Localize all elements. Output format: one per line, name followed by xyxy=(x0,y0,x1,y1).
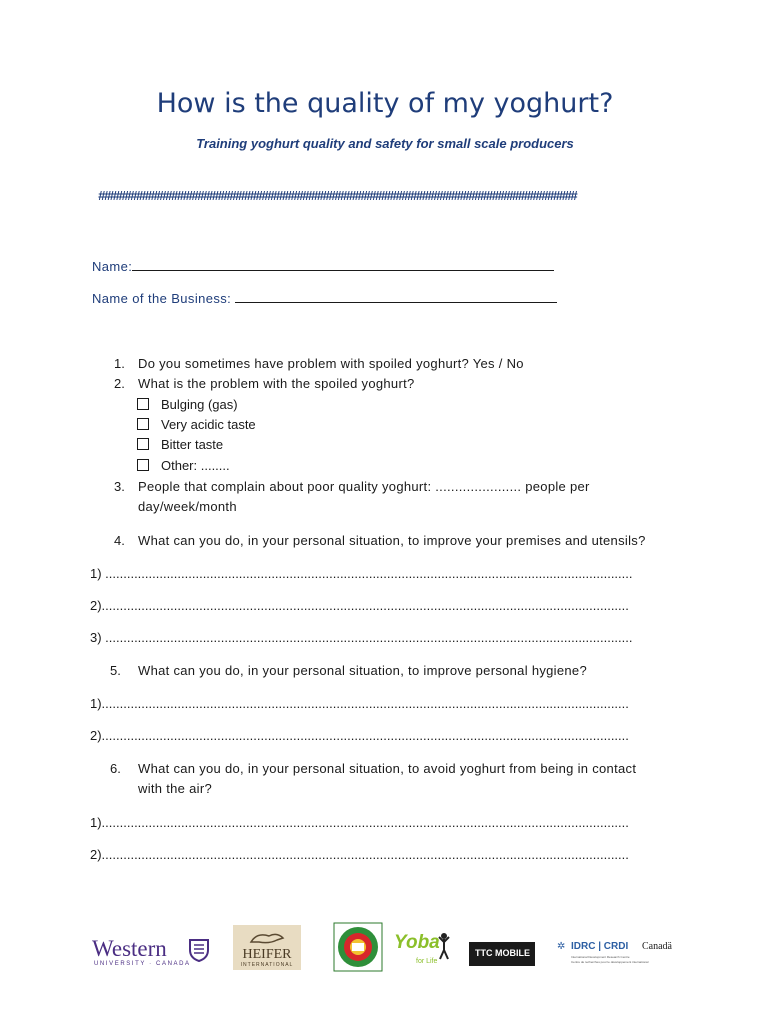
idrc-canada-logo: ✲ IDRC | CRDI Canadä International Development Research Centre Centre de recherches pour le développement international xyxy=(557,941,672,964)
q1-number: 1. xyxy=(114,356,125,371)
heifer-logo: HEIFER INTERNATIONAL xyxy=(233,925,301,970)
q6-text-line1: What can you do, in your personal situation, to avoid yoghurt from being in contact xyxy=(138,761,637,776)
name-field xyxy=(92,258,554,274)
page-subtitle: Training yoghurt quality and safety for small scale producers xyxy=(196,136,574,151)
goat-icon xyxy=(247,928,287,948)
option-acidic[interactable]: Very acidic taste xyxy=(137,417,256,432)
q4-text: What can you do, in your personal situation, to improve your premises and utensils? xyxy=(138,533,646,548)
crest-icon xyxy=(188,938,210,962)
q3-number: 3. xyxy=(114,479,125,494)
emblem-seal-icon xyxy=(333,922,383,972)
checkbox-icon[interactable] xyxy=(137,418,149,430)
yoba-logo: Yoba for Life xyxy=(394,930,454,972)
ttc-mobile-logo: TTC MOBILE xyxy=(469,942,535,966)
q5-answer-1[interactable]: 1).................................................................................................................................................. xyxy=(90,696,629,711)
business-field xyxy=(92,290,557,306)
q5-answer-2[interactable]: 2).................................................................................................................................................. xyxy=(90,728,629,743)
checkbox-icon[interactable] xyxy=(137,459,149,471)
q4-answer-1[interactable]: 1) .................................................................................................................................................. xyxy=(90,566,633,581)
q3-text-line1: People that complain about poor quality yoghurt: ...................... people per xyxy=(138,479,590,494)
separator-line: ################################################################################## xyxy=(98,188,577,203)
q4-answer-2[interactable]: 2).................................................................................................................................................. xyxy=(90,598,629,613)
q3-text-line2: day/week/month xyxy=(138,499,237,514)
q2-text: What is the problem with the spoiled yoghurt? xyxy=(138,376,415,391)
q1-text: Do you sometimes have problem with spoiled yoghurt? Yes / No xyxy=(138,356,524,371)
q6-text-line2: with the air? xyxy=(138,781,212,796)
q5-text: What can you do, in your personal situation, to improve personal hygiene? xyxy=(138,663,587,678)
option-bitter[interactable]: Bitter taste xyxy=(137,437,223,452)
name-input-line[interactable] xyxy=(132,258,554,271)
q6-answer-2[interactable]: 2).................................................................................................................................................. xyxy=(90,847,629,862)
idrc-icon: ✲ xyxy=(557,941,566,952)
q6-number: 6. xyxy=(110,761,121,776)
option-bulging[interactable]: Bulging (gas) xyxy=(137,397,238,412)
option-other[interactable]: Other: ........ xyxy=(137,458,230,473)
q4-number: 4. xyxy=(114,533,125,548)
checkbox-icon[interactable] xyxy=(137,398,149,410)
business-label: Name of the Business: xyxy=(92,291,232,306)
q6-answer-1[interactable]: 1).................................................................................................................................................. xyxy=(90,815,629,830)
q2-number: 2. xyxy=(114,376,125,391)
page-title: How is the quality of my yoghurt? xyxy=(156,88,614,119)
business-input-line[interactable] xyxy=(235,290,557,303)
name-label: Name: xyxy=(92,259,133,274)
q4-answer-3[interactable]: 3) .................................................................................................................................................. xyxy=(90,630,633,645)
western-university-logo: Western UNIVERSITY · CANADA xyxy=(92,936,217,970)
person-figure-icon xyxy=(438,932,450,960)
checkbox-icon[interactable] xyxy=(137,438,149,450)
q5-number: 5. xyxy=(110,663,121,678)
